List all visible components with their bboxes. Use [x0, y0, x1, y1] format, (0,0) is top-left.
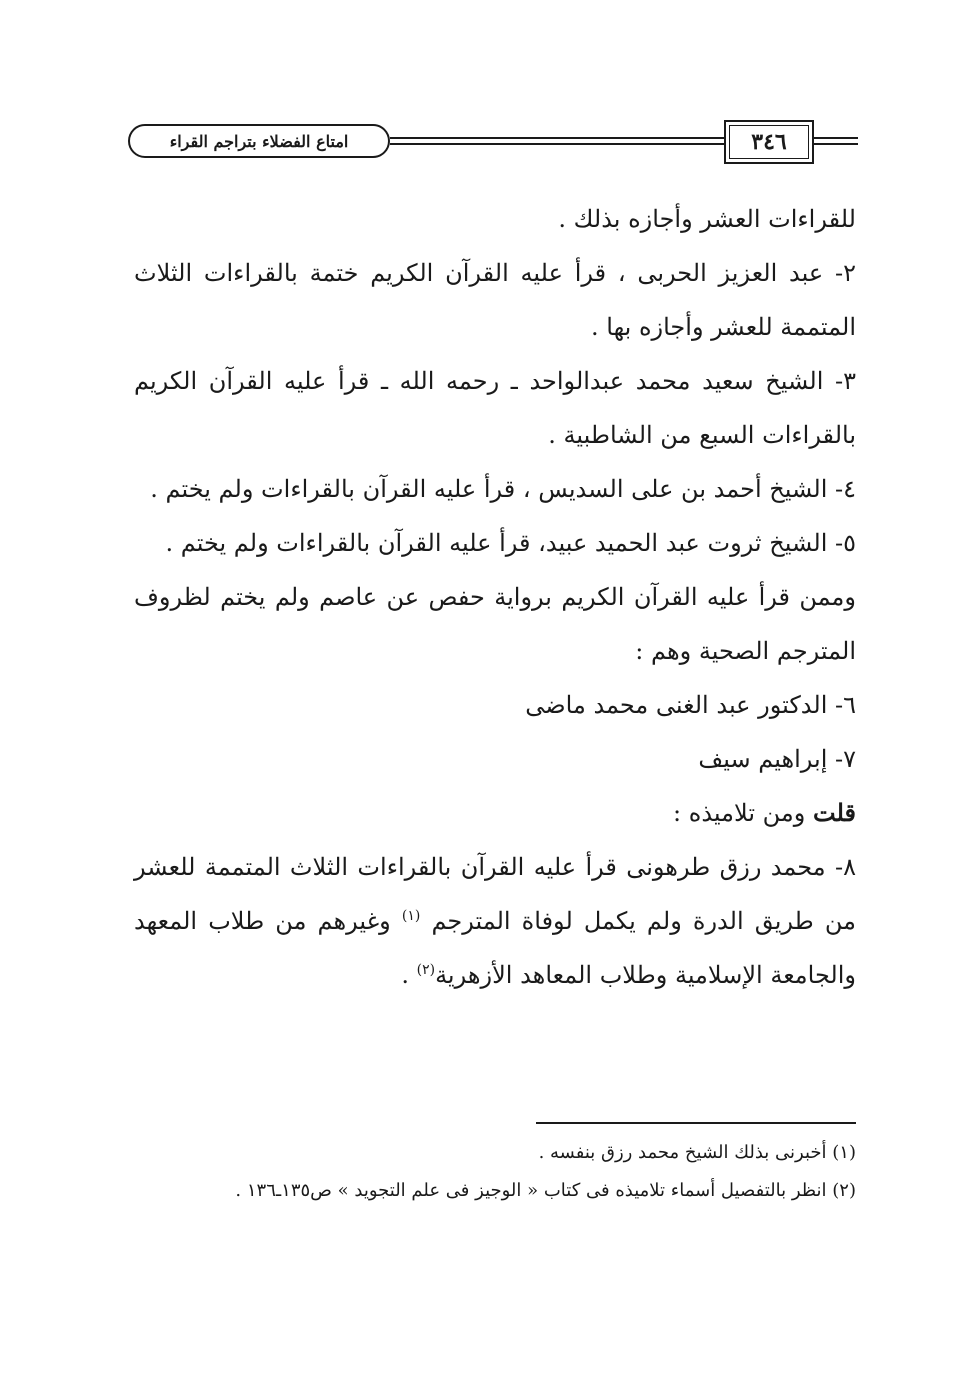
paragraph-10-part-b: وغيرهم من طلاب المعهد والجامعة الإسلامية وطلاب المعاهد الأزهرية — [134, 907, 856, 989]
paragraph-5: ٥- الشيخ ثروت عبد الحميد عبيد، قرأ عليه القرآن بالقراءات ولم يختم . — [165, 529, 856, 557]
qultu-label: قلت — [813, 798, 856, 827]
paragraph-10-part-a: ٨- محمد رزق طرهونى قرأ عليه القرآن بالقراءات الثلاث المتممة للعشر من طريق الدرة ولم يكمل لوفاة المترجم — [134, 853, 856, 935]
paragraph-9-text: ومن تلاميذه : — [673, 799, 814, 827]
footnote-ref-1[interactable]: (١) — [401, 908, 421, 924]
paragraph-10-part-c: . — [401, 961, 417, 989]
header-rule-right-top — [814, 137, 858, 139]
footnote-ref-2[interactable]: (٢) — [416, 962, 436, 978]
running-header — [128, 120, 858, 170]
footnote-1: (١) أخبرنى بذلك الشيخ محمد رزق بنفسه . — [538, 1142, 856, 1163]
paragraph-3: ٣- الشيخ سعيد محمد عبدالواحد ـ رحمه الله ـ قرأ عليه القرآن الكريم بالقراءات السبع من الشاطبية . — [134, 367, 856, 449]
paragraph-2: ٢- عبد العزيز الحربى ، قرأ عليه القرآن الكريم ختمة بالقراءات الثلاث المتممة للعشر وأجازه بها . — [134, 259, 856, 341]
footnote-2: (٢) انظر بالتفصيل أسماء تلاميذه فى كتاب « الوجيز فى علم التجويد » ص١٣٥ـ١٣٦ . — [235, 1180, 856, 1201]
paragraph-7: ٦- الدكتور عبد الغنى محمد ماضى — [525, 691, 856, 719]
header-rule-left-top — [390, 137, 724, 139]
book-title: امتاع الفضلاء بتراجم القراء — [128, 124, 390, 158]
paragraph-10 — [134, 840, 856, 1002]
footnotes — [134, 1134, 856, 1210]
paragraph-9 — [134, 786, 856, 840]
header-rule-right-bottom — [814, 143, 858, 145]
page-number: ٣٤٦ — [724, 120, 814, 164]
footnote-separator — [536, 1122, 856, 1124]
paragraph-4: ٤- الشيخ أحمد بن على السديس ، قرأ عليه القرآن بالقراءات ولم يختم . — [150, 475, 856, 503]
paragraph-6: وممن قرأ عليه القرآن الكريم برواية حفص عن عاصم ولم يختم لظروف المترجم الصحية وهم : — [134, 583, 857, 665]
header-rule-left-bottom — [390, 143, 724, 145]
body-text — [134, 192, 856, 1002]
paragraph-1: للقراءات العشر وأجازه بذلك . — [558, 205, 856, 233]
paragraph-8: ٧- إبراهيم سيف — [698, 745, 856, 773]
